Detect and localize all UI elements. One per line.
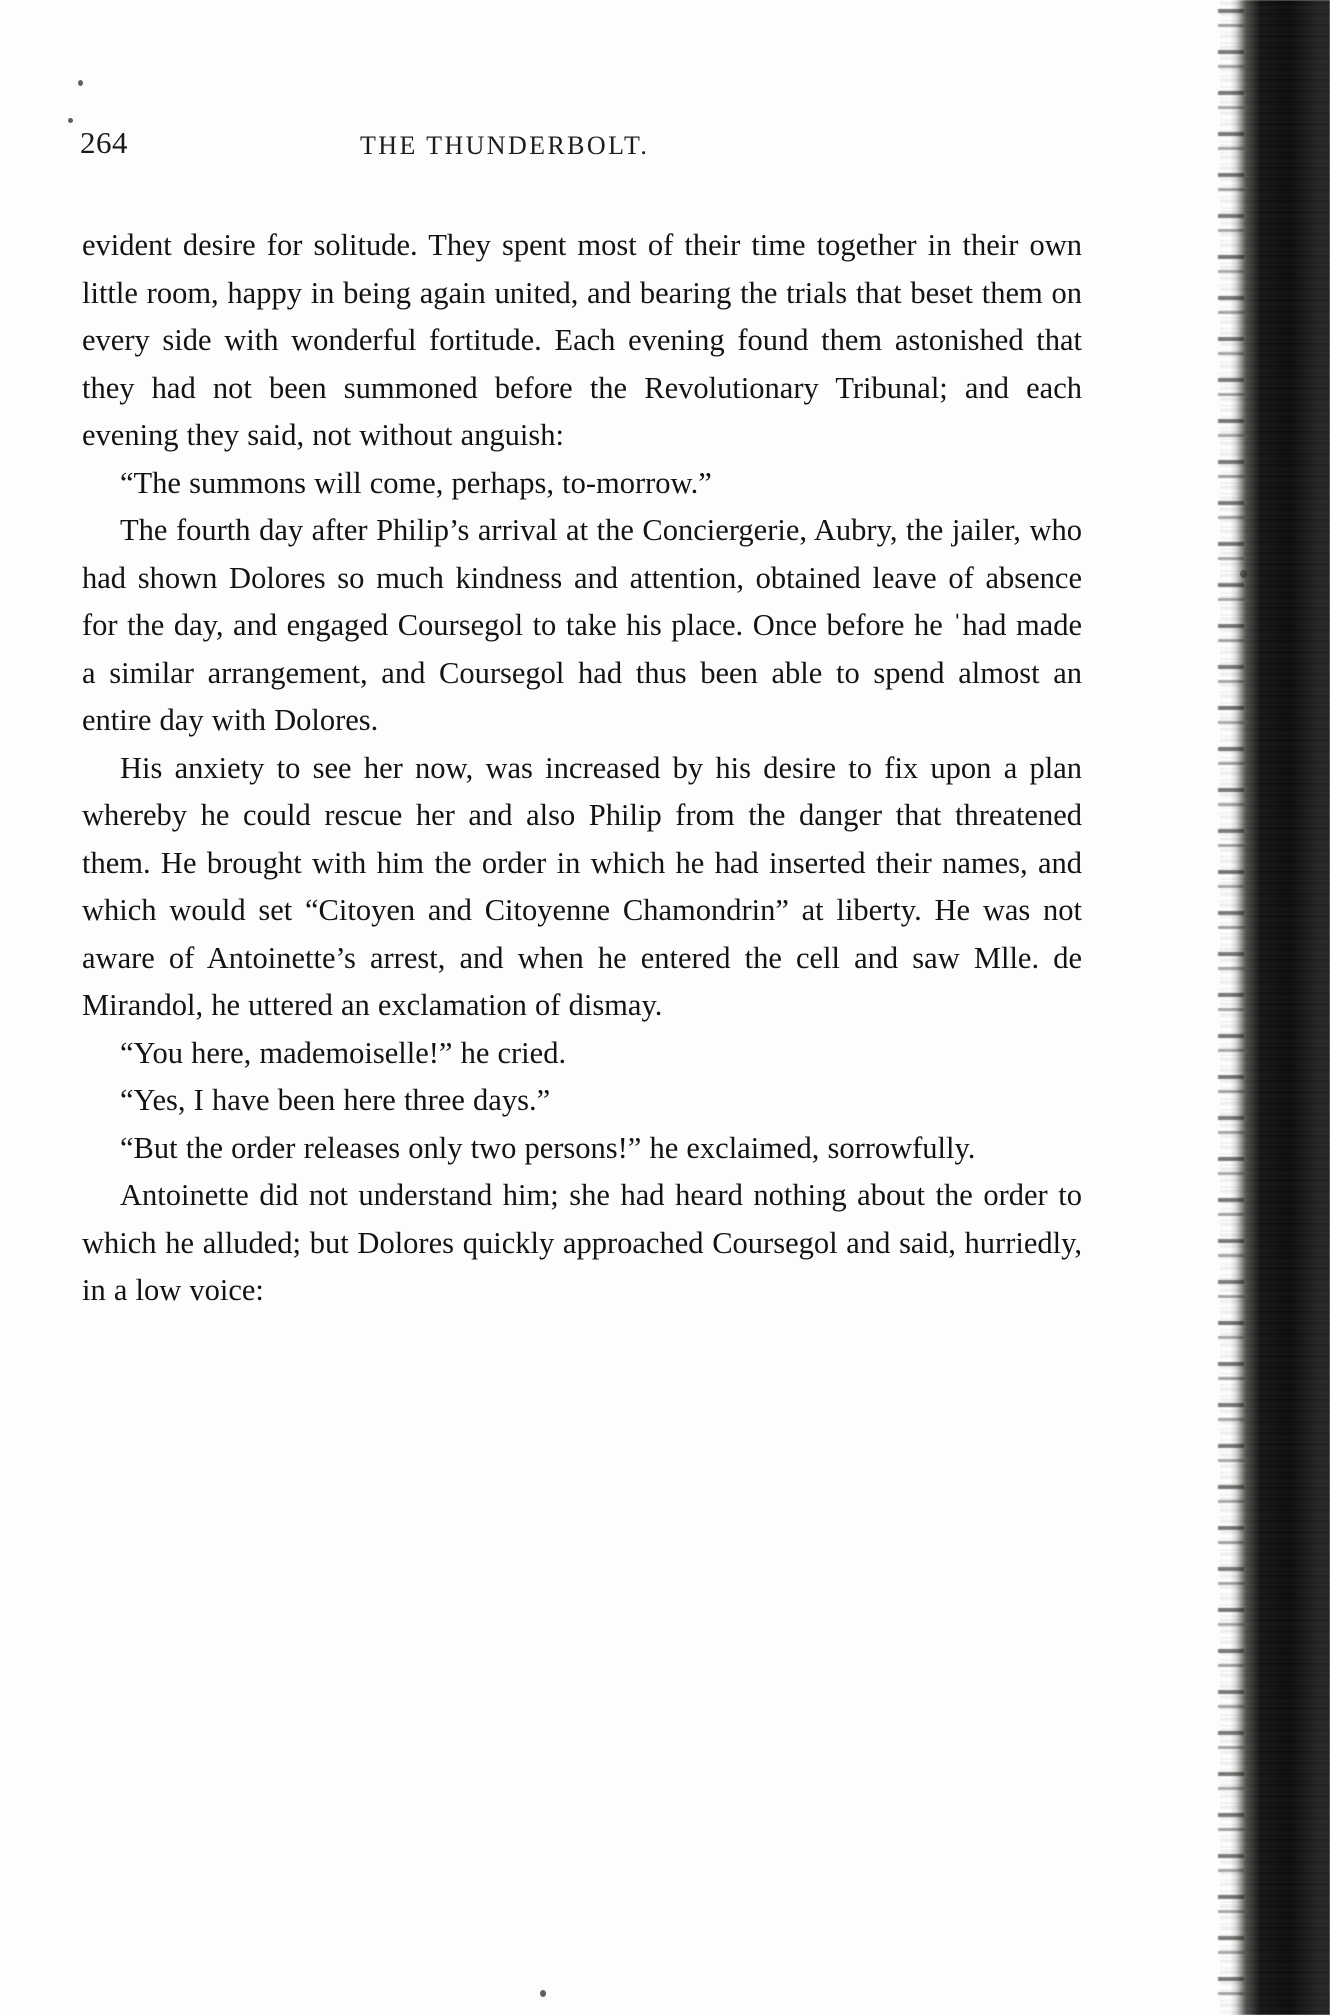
- scan-speck: [68, 118, 73, 123]
- scan-speck: [78, 80, 83, 86]
- body-text: [82, 222, 1082, 1315]
- paragraph: His anxiety to see her now, was increased by his desire to fix upon a plan whereby he could rescue her and also Philip from the danger that threatened them. He brought with him the order in which he had inserted their names, and which would set “Citoyen and Citoyenne Chamondrin” at liberty. He was not aware of Antoinette’s arrest, and when he entered the cell and saw Mlle. de Mirandol, he uttered an exclamation of dismay.: [82, 750, 1082, 1022]
- page-number: 264: [80, 125, 128, 160]
- paragraph: evident desire for solitude. They spent most of their time together in their own little room, happy in being again united, and bearing the trials that beset them on every side with wonderful fortitude. Each evening found them astonished that they had not been summoned before the Revolutionary Tribunal; and each evening they said, not without anguish:: [82, 228, 1082, 452]
- paragraph: “But the order releases only two persons!” he exclaimed, sorrowfully.: [120, 1130, 976, 1165]
- page-edge-fray: [1218, 0, 1244, 2015]
- page-header: [80, 125, 1080, 165]
- paragraph: “Yes, I have been here three days.”: [120, 1083, 551, 1117]
- paragraph: The fourth day after Philip’s arrival at the Conciergerie, Aubry, the jailer, who had shown Dolores so much kindness and attention, obtained leave of absence for the day, and engaged Coursegol to take his place. Once before he ˈhad made a similar arrangement, and Coursegol had thus been able to spend almost an entire day with Dolores.: [82, 513, 1082, 737]
- scan-speck: [540, 1990, 546, 1997]
- paragraph: “The summons will come, perhaps, to-morrow.”: [120, 465, 712, 500]
- paragraph: Antoinette did not understand him; she had heard nothing about the order to which he alluded; but Dolores quickly approached Coursegol and said, hurriedly, in a low voice:: [82, 1178, 1082, 1307]
- running-head-title: THE THUNDERBOLT.: [360, 131, 650, 160]
- paragraph: “You here, mademoiselle!” he cried.: [120, 1035, 567, 1070]
